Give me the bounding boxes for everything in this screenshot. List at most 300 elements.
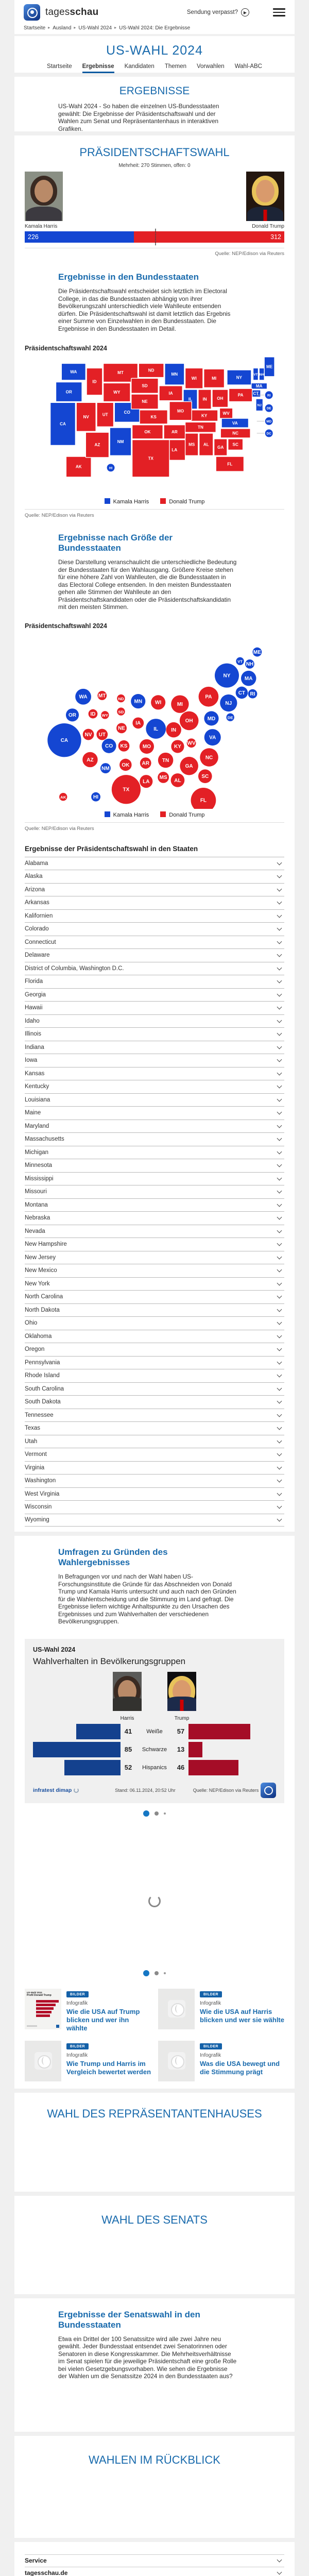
chevron-down-icon <box>277 978 282 984</box>
svg-text:CA: CA <box>60 738 67 743</box>
bilder-badge: BILDER <box>66 2043 89 2049</box>
chevron-down-icon <box>277 912 282 918</box>
bubble-state-MA[interactable] <box>241 670 255 685</box>
state-accordion-row-RI[interactable] <box>25 1369 284 1382</box>
footer-accordion-service[interactable] <box>25 2554 284 2567</box>
state-accordion-row-MS[interactable] <box>25 1172 284 1185</box>
bubble-state-VA[interactable] <box>204 729 220 745</box>
state-accordion-row-NC[interactable] <box>25 1290 284 1303</box>
svg-text:UT: UT <box>98 732 105 737</box>
breadcrumb-item[interactable]: Startseite <box>24 25 45 31</box>
chevron-down-icon <box>277 1057 282 1062</box>
svg-text:KS: KS <box>151 415 157 419</box>
chevron-down-icon <box>277 1018 282 1023</box>
repraesentantenhaus-card <box>14 2093 295 2192</box>
state-accordion-row-UT[interactable] <box>25 1435 284 1448</box>
map-state-AZ[interactable] <box>85 432 109 457</box>
svg-text:AK: AK <box>76 465 82 469</box>
chevron-down-icon <box>277 1280 282 1285</box>
wahlverhalten-chart-card <box>25 1639 284 1803</box>
svg-text:AZ: AZ <box>87 757 93 762</box>
bubble-state-IN[interactable] <box>166 722 181 737</box>
svg-text:AR: AR <box>171 430 178 434</box>
bubble-state-OR[interactable] <box>65 708 78 721</box>
state-accordion-row-NH[interactable] <box>25 1238 284 1251</box>
map-state-OK[interactable] <box>132 425 163 439</box>
dot-3[interactable] <box>164 1812 166 1815</box>
svg-text:MO: MO <box>142 744 150 750</box>
dot-active-2[interactable] <box>143 1970 149 1976</box>
bubble-state-TN[interactable] <box>158 752 173 767</box>
svg-text:VT: VT <box>237 659 243 664</box>
footer-accordion <box>25 2554 284 2576</box>
state-name: West Virginia <box>25 1491 59 1497</box>
tab-ergebnisse[interactable]: Ergebnisse <box>82 63 114 73</box>
chevron-down-icon <box>277 1490 282 1496</box>
state-accordion-row-CA[interactable] <box>25 909 284 923</box>
state-accordion-row-TN[interactable] <box>25 1409 284 1422</box>
bubble-state-HI[interactable] <box>91 792 100 801</box>
bubble-state-NE[interactable] <box>116 723 127 733</box>
bubble-state-KS[interactable] <box>118 740 129 751</box>
map-state-OR[interactable] <box>56 382 82 402</box>
state-name: Kalifornien <box>25 913 53 919</box>
bubble-state-MI[interactable] <box>171 695 188 713</box>
harris-value: 41 <box>121 1727 136 1735</box>
bubble-state-NJ[interactable] <box>220 694 237 711</box>
teaser-title[interactable]: Wie die USA auf Harris blicken und wer sie wählte <box>200 2008 284 2024</box>
bubble-state-AK[interactable] <box>59 792 67 800</box>
svg-text:KY: KY <box>201 413 208 418</box>
state-name: Michigan <box>25 1149 48 1156</box>
breadcrumb-item[interactable]: US-Wahl 2024: Die Ergebnisse <box>119 25 190 31</box>
states-accordion-heading: Ergebnisse der Präsidentschaftswahl in den Staaten <box>25 845 284 853</box>
tagesschau-logo-icon[interactable] <box>24 4 40 21</box>
footer-accordion-label: tagesschau.de <box>25 2569 67 2576</box>
harris-bar <box>76 1724 121 1739</box>
map-state-MS[interactable] <box>185 433 198 455</box>
chevron-down-icon <box>277 2570 282 2575</box>
state-name: Alaska <box>25 873 43 879</box>
map-state-CT[interactable] <box>251 390 261 397</box>
hero-band <box>14 36 295 73</box>
map-state-VA[interactable] <box>221 418 248 428</box>
teaser-title[interactable]: Wie die USA auf Trump blicken und wer ihn wählte <box>66 2008 151 2032</box>
trump-photo <box>246 172 284 221</box>
rueckblick-card <box>14 2436 295 2538</box>
map-state-VT[interactable] <box>253 368 259 380</box>
bubble-state-WV[interactable] <box>186 738 196 748</box>
map-state-HI[interactable] <box>107 464 115 472</box>
state-name: Maryland <box>25 1123 49 1129</box>
map-state-NC[interactable] <box>220 429 250 438</box>
group-label: Schwarze <box>136 1747 173 1753</box>
map-state-NJ[interactable] <box>256 399 263 411</box>
footer-accordion-tagesschaude[interactable] <box>25 2567 284 2576</box>
state-accordion-row-ME[interactable] <box>25 1106 284 1120</box>
map-state-MN[interactable] <box>165 363 184 385</box>
bilder-badge: BILDER <box>200 1991 222 1997</box>
chevron-down-icon <box>277 1517 282 1522</box>
map-state-WA[interactable] <box>61 363 85 380</box>
map-state-NH[interactable] <box>259 368 264 380</box>
bubble-state-MT[interactable] <box>97 691 107 700</box>
map-state-UT[interactable] <box>97 402 114 427</box>
state-accordion-row-AK[interactable] <box>25 870 284 883</box>
svg-text:ID: ID <box>92 379 96 384</box>
ergebnisse-card <box>14 77 295 131</box>
map-state-FL[interactable] <box>216 456 244 471</box>
chevron-down-icon <box>277 939 282 944</box>
dot-2[interactable] <box>154 1811 159 1816</box>
teaser-item-4[interactable] <box>158 2041 284 2081</box>
bubble-state-IL[interactable] <box>146 719 166 739</box>
teaser-title[interactable]: Wie Trump und Harris im Vergleich bewertet werden <box>66 2060 151 2076</box>
choropleth-map[interactable] <box>14 356 295 498</box>
state-name: New York <box>25 1281 50 1287</box>
globe-placeholder-icon[interactable] <box>25 2041 61 2081</box>
tab-wahlabc[interactable]: Wahl-ABC <box>235 63 262 73</box>
trump-value: 57 <box>173 1727 188 1735</box>
bubble-state-VT[interactable] <box>236 657 244 665</box>
svg-text:WV: WV <box>187 740 195 746</box>
map-state-TX[interactable] <box>132 440 169 477</box>
state-name: North Dakota <box>25 1307 60 1313</box>
state-accordion-row-OR[interactable] <box>25 1343 284 1356</box>
chevron-down-icon <box>277 873 282 878</box>
map-state-AK[interactable] <box>66 456 91 477</box>
bubble-state-MS[interactable] <box>158 772 169 783</box>
bubble-state-WA[interactable] <box>75 688 91 704</box>
bubble-state-CT[interactable] <box>235 686 248 699</box>
breadcrumb-separator: ▸ <box>48 25 50 31</box>
map-state-NV[interactable] <box>76 402 96 431</box>
svg-text:ME: ME <box>266 364 273 369</box>
bubble-state-GA[interactable] <box>180 756 198 775</box>
chevron-down-icon <box>277 1504 282 1509</box>
state-accordion-row-PA[interactable] <box>25 1356 284 1369</box>
state-accordion-row-AZ[interactable] <box>25 883 284 896</box>
state-accordion-row-NE[interactable] <box>25 1211 284 1225</box>
map-state-TN[interactable] <box>185 422 216 432</box>
carousel-dots-1[interactable] <box>14 1810 295 1817</box>
chevron-down-icon <box>277 1175 282 1180</box>
map-legend <box>14 498 295 505</box>
svg-text:WI: WI <box>192 376 197 381</box>
state-accordion-row-FL[interactable] <box>25 975 284 988</box>
map-state-CA[interactable] <box>50 402 76 445</box>
candidates-row <box>25 172 284 229</box>
bubble-state-MO[interactable] <box>139 739 153 753</box>
state-name: Minnesota <box>25 1162 52 1168</box>
state-accordion-row-NV[interactable] <box>25 1225 284 1238</box>
bubble-state-OH[interactable] <box>179 711 198 730</box>
bubble-state-AL[interactable] <box>170 773 184 787</box>
chevron-down-icon <box>277 1267 282 1273</box>
globe-placeholder-icon[interactable] <box>158 1989 195 2029</box>
teaser-title[interactable]: Was die USA bewegt und die Stimmung prägt <box>200 2060 284 2076</box>
teaser-item-2[interactable] <box>158 1989 284 2032</box>
bubble-state-WY[interactable] <box>101 711 109 719</box>
brand-wordmark[interactable] <box>45 7 98 18</box>
page-title: US-WAHL 2024 <box>14 43 295 58</box>
svg-text:MN: MN <box>171 372 178 377</box>
state-accordion-row-WI[interactable] <box>25 1500 284 1514</box>
svg-text:IA: IA <box>135 720 141 726</box>
bubble-state-NY[interactable] <box>214 663 238 687</box>
chevron-down-icon <box>277 1189 282 1194</box>
breadcrumb <box>24 25 285 31</box>
svg-text:CT: CT <box>253 391 259 396</box>
dot-2b[interactable] <box>154 1971 159 1975</box>
state-accordion-row-GA[interactable] <box>25 988 284 1002</box>
bubble-state-SC[interactable] <box>198 769 212 783</box>
state-accordion-row-ND[interactable] <box>25 1303 284 1317</box>
rueckblick-title: WAHLEN IM RÜCKBLICK <box>14 2453 295 2467</box>
svg-text:TX: TX <box>148 456 154 461</box>
play-icon[interactable]: ▶ <box>241 8 249 16</box>
map-state-OH[interactable] <box>212 389 228 407</box>
state-accordion-row-CT[interactable] <box>25 936 284 949</box>
map-state-MA[interactable] <box>251 383 267 389</box>
bubble-state-NM[interactable] <box>100 763 111 773</box>
state-name: Kentucky <box>25 1083 49 1090</box>
harris-bar <box>33 1742 121 1757</box>
bubble-state-ME[interactable] <box>252 647 262 656</box>
bubble-state-AZ[interactable] <box>82 752 97 767</box>
map-state-WY[interactable] <box>104 383 130 401</box>
svg-text:SD: SD <box>118 709 124 714</box>
map-source: Quelle: NEP/Edison via Reuters <box>25 509 284 518</box>
svg-text:FL: FL <box>200 798 206 803</box>
state-accordion-row-WA[interactable] <box>25 1474 284 1487</box>
state-name: Colorado <box>25 926 49 932</box>
majority-note: Mehrheit: 270 Stimmen, offen: 0 <box>14 163 295 168</box>
carousel-dots-2[interactable] <box>14 1970 295 1976</box>
state-accordion-row-ID[interactable] <box>25 1014 284 1028</box>
bubble-state-WI[interactable] <box>151 695 165 709</box>
bubble-cartogram[interactable] <box>14 634 295 811</box>
bubble-state-RI[interactable] <box>248 689 257 698</box>
state-accordion-row-SC[interactable] <box>25 1382 284 1396</box>
bubble-state-MN[interactable] <box>131 694 145 708</box>
map-state-ID[interactable] <box>87 368 102 395</box>
map-state-GA[interactable] <box>214 439 227 456</box>
map-state-ME[interactable] <box>264 357 274 377</box>
dot-active[interactable] <box>143 1810 149 1817</box>
map-state-IN[interactable] <box>198 389 211 409</box>
map-state-NM[interactable] <box>110 428 131 455</box>
svg-text:NE: NE <box>118 725 125 731</box>
chart-card-title: Wahlverhalten in Bevölkerungsgruppen <box>33 1656 276 1667</box>
svg-text:OH: OH <box>217 396 223 401</box>
svg-text:AL: AL <box>203 442 209 447</box>
map-state-AR[interactable] <box>164 425 185 439</box>
state-accordion-row-MA[interactable] <box>25 1132 284 1146</box>
svg-text:TX: TX <box>123 787 129 792</box>
teaser-item-1[interactable] <box>25 1989 151 2032</box>
state-name: Arkansas <box>25 900 49 906</box>
chart-trump-photo <box>167 1672 196 1711</box>
sendung-verpasst-link[interactable] <box>187 8 249 16</box>
state-accordion-row-MN[interactable] <box>25 1159 284 1172</box>
state-accordion-row-OK[interactable] <box>25 1330 284 1343</box>
map-state-MD[interactable] <box>257 417 273 425</box>
state-accordion-row-SD[interactable] <box>25 1395 284 1409</box>
menu-icon[interactable] <box>273 8 285 16</box>
state-accordion-row-DE[interactable] <box>25 948 284 962</box>
svg-text:WY: WY <box>101 713 108 718</box>
svg-text:IL: IL <box>153 726 158 732</box>
state-accordion-row-HI[interactable] <box>25 1001 284 1014</box>
globe-placeholder-icon[interactable] <box>158 2041 195 2081</box>
bubble-state-ND[interactable] <box>117 694 125 702</box>
state-name: Oregon <box>25 1346 44 1352</box>
chevron-down-icon <box>277 952 282 957</box>
bubble-state-MD[interactable] <box>204 711 218 725</box>
state-accordion-row-NM[interactable] <box>25 1264 284 1277</box>
state-accordion-row-VA[interactable] <box>25 1461 284 1475</box>
teaser-thumb-chart[interactable]: US-Wahl 2024 Profil Donald Trump <box>25 1989 61 2029</box>
state-accordion-row-VT[interactable] <box>25 1448 284 1461</box>
state-name: New Mexico <box>25 1267 57 1274</box>
legend-harris: Kamala Harris <box>105 498 149 505</box>
map-state-AL[interactable] <box>199 433 213 455</box>
state-accordion-row-NJ[interactable] <box>25 1251 284 1264</box>
bubble-state-CA[interactable] <box>47 723 81 757</box>
state-name: Rhode Island <box>25 1372 60 1379</box>
map-state-NE[interactable] <box>131 394 158 409</box>
tab-vorwahlen[interactable]: Vorwahlen <box>197 63 225 73</box>
bubble-state-ID[interactable] <box>88 709 97 718</box>
trump-bar <box>188 1742 202 1757</box>
map-state-WI[interactable] <box>185 368 203 388</box>
bubble-section-text: Diese Darstellung veranschaulicht die unterschiedliche Bedeutung der Bundesstaaten für den Wahlausgang. Größere Kreise stehen für eine höhere Zahl von Wahlleuten, die die Bundesstaaten in das Electoral College entsenden. In den meisten Bundesstaaten gehen alle Stimmen der Wahlleute an den Präsidentschaftskandidaten oder die Präsidentschaftskandidatin mit den meisten Stimmen. <box>58 558 237 611</box>
source-note: Quelle: NEP/Edison via Reuters <box>25 248 284 257</box>
chevron-down-icon <box>277 1451 282 1456</box>
state-name: Idaho <box>25 1018 40 1024</box>
tab-startseite[interactable]: Startseite <box>47 63 72 73</box>
tab-themen[interactable]: Themen <box>165 63 186 73</box>
map-state-ND[interactable] <box>139 363 164 377</box>
infratest-dimap-logo: infratest dimap <box>33 1787 72 1793</box>
teaser-item-3[interactable] <box>25 2041 151 2081</box>
map-section-text: Die Präsidentschaftswahl entscheidet sich letztlich im Electoral College, in das die Bundesstaaten abhängig von ihrer Bevölkerungszahl unterschiedlich viele Wahlleute entsenden dürfen. Die Präsidentschaftswahl ist damit letztlich das Ergebnis einer Summe von Einzelwahlen in den Bundesstaaten. Die Ergebnisse in den Bundesstaaten im Detail. <box>58 287 237 332</box>
site-header <box>14 0 295 34</box>
svg-text:HI: HI <box>93 794 98 800</box>
state-name: Washington <box>25 1478 56 1484</box>
bubble-state-TX[interactable] <box>111 775 140 804</box>
svg-text:ND: ND <box>118 696 124 701</box>
bubble-state-SD[interactable] <box>117 707 125 715</box>
state-accordion-row-KY[interactable] <box>25 1080 284 1093</box>
bubble-state-AR[interactable] <box>140 757 151 769</box>
bubble-state-IA[interactable] <box>132 717 144 728</box>
chart-trump <box>167 1672 196 1721</box>
state-name: Louisiana <box>25 1097 50 1103</box>
bubble-state-NH[interactable] <box>245 659 254 669</box>
state-accordion-row-MD[interactable] <box>25 1120 284 1133</box>
svg-text:TN: TN <box>162 757 168 763</box>
bubble-state-OK[interactable] <box>119 758 132 771</box>
svg-text:MI: MI <box>212 376 216 381</box>
bubble-state-DE[interactable] <box>226 713 234 721</box>
state-accordion-row-WY[interactable] <box>25 1514 284 1527</box>
state-accordion-row-AR[interactable] <box>25 896 284 909</box>
map-state-KY[interactable] <box>191 410 217 421</box>
state-accordion-row-KS[interactable] <box>25 1067 284 1080</box>
svg-text:NE: NE <box>142 399 148 404</box>
state-accordion-row-WV[interactable] <box>25 1487 284 1501</box>
map-state-IA[interactable] <box>159 386 182 401</box>
state-accordion-row-AL[interactable] <box>25 857 284 870</box>
chevron-down-icon <box>277 1162 282 1167</box>
state-accordion-row-MO[interactable] <box>25 1185 284 1198</box>
state-accordion-row-IN[interactable] <box>25 1041 284 1054</box>
breadcrumb-item[interactable]: US-Wahl 2024 <box>78 25 112 31</box>
chart-harris-label: Harris <box>113 1716 142 1721</box>
map-state-SC[interactable] <box>228 439 243 450</box>
state-accordion-row-IL[interactable] <box>25 1027 284 1041</box>
svg-text:AZ: AZ <box>94 443 100 447</box>
svg-text:IN: IN <box>171 727 176 733</box>
bubble-section-heading: Ergebnisse nach Größe der Bundesstaaten <box>58 533 237 553</box>
bubble-state-KY[interactable] <box>171 740 184 753</box>
bubble-state-PA[interactable] <box>198 686 218 706</box>
breadcrumb-item[interactable]: Ausland <box>53 25 71 31</box>
bubble-state-UT[interactable] <box>96 728 108 740</box>
bubble-state-NV[interactable] <box>82 728 94 740</box>
map-state-MI[interactable] <box>204 369 225 387</box>
state-accordion-row-MI[interactable] <box>25 1146 284 1159</box>
praesidentschaftswahl-title: PRÄSIDENTSCHAFTSWAHL <box>14 146 295 159</box>
tab-kandidaten[interactable]: Kandidaten <box>125 63 154 73</box>
chevron-down-icon <box>277 1123 282 1128</box>
bubble-state-NC[interactable] <box>200 748 218 767</box>
brand-bold: schau <box>70 7 98 18</box>
state-accordion-row-OH[interactable] <box>25 1316 284 1330</box>
state-accordion-row-CO[interactable] <box>25 922 284 936</box>
bubble-state-LA[interactable] <box>140 775 152 788</box>
map-state-PA[interactable] <box>229 388 252 401</box>
bubble-state-FL[interactable] <box>191 787 216 808</box>
state-accordion-row-NY[interactable] <box>25 1277 284 1291</box>
chevron-down-icon <box>277 1005 282 1010</box>
map-state-SD[interactable] <box>131 378 158 393</box>
dot-3b[interactable] <box>164 1972 166 1974</box>
map-state-WV[interactable] <box>219 408 232 418</box>
chevron-down-icon <box>277 1320 282 1325</box>
map-state-NY[interactable] <box>227 370 251 385</box>
map-section-heading: Ergebnisse in den Bundesstaaten <box>58 272 237 282</box>
map-state-DC[interactable] <box>257 429 273 437</box>
state-accordion-row-MT[interactable] <box>25 1198 284 1212</box>
bubble-legend <box>14 811 295 818</box>
svg-text:AL: AL <box>174 777 181 783</box>
legend-harris-2: Kamala Harris <box>105 811 149 818</box>
state-accordion-row-DC[interactable] <box>25 962 284 975</box>
state-name: Delaware <box>25 952 50 958</box>
state-accordion-row-TX[interactable] <box>25 1421 284 1435</box>
bubble-state-CO[interactable] <box>101 738 116 753</box>
state-accordion-row-LA[interactable] <box>25 1093 284 1107</box>
state-accordion-row-IA[interactable] <box>25 1054 284 1067</box>
map-state-MO[interactable] <box>169 402 192 420</box>
group-bar-row <box>33 1760 276 1775</box>
map-state-KS[interactable] <box>140 410 167 424</box>
svg-text:WY: WY <box>113 390 121 395</box>
legend-harris-swatch <box>105 498 110 504</box>
